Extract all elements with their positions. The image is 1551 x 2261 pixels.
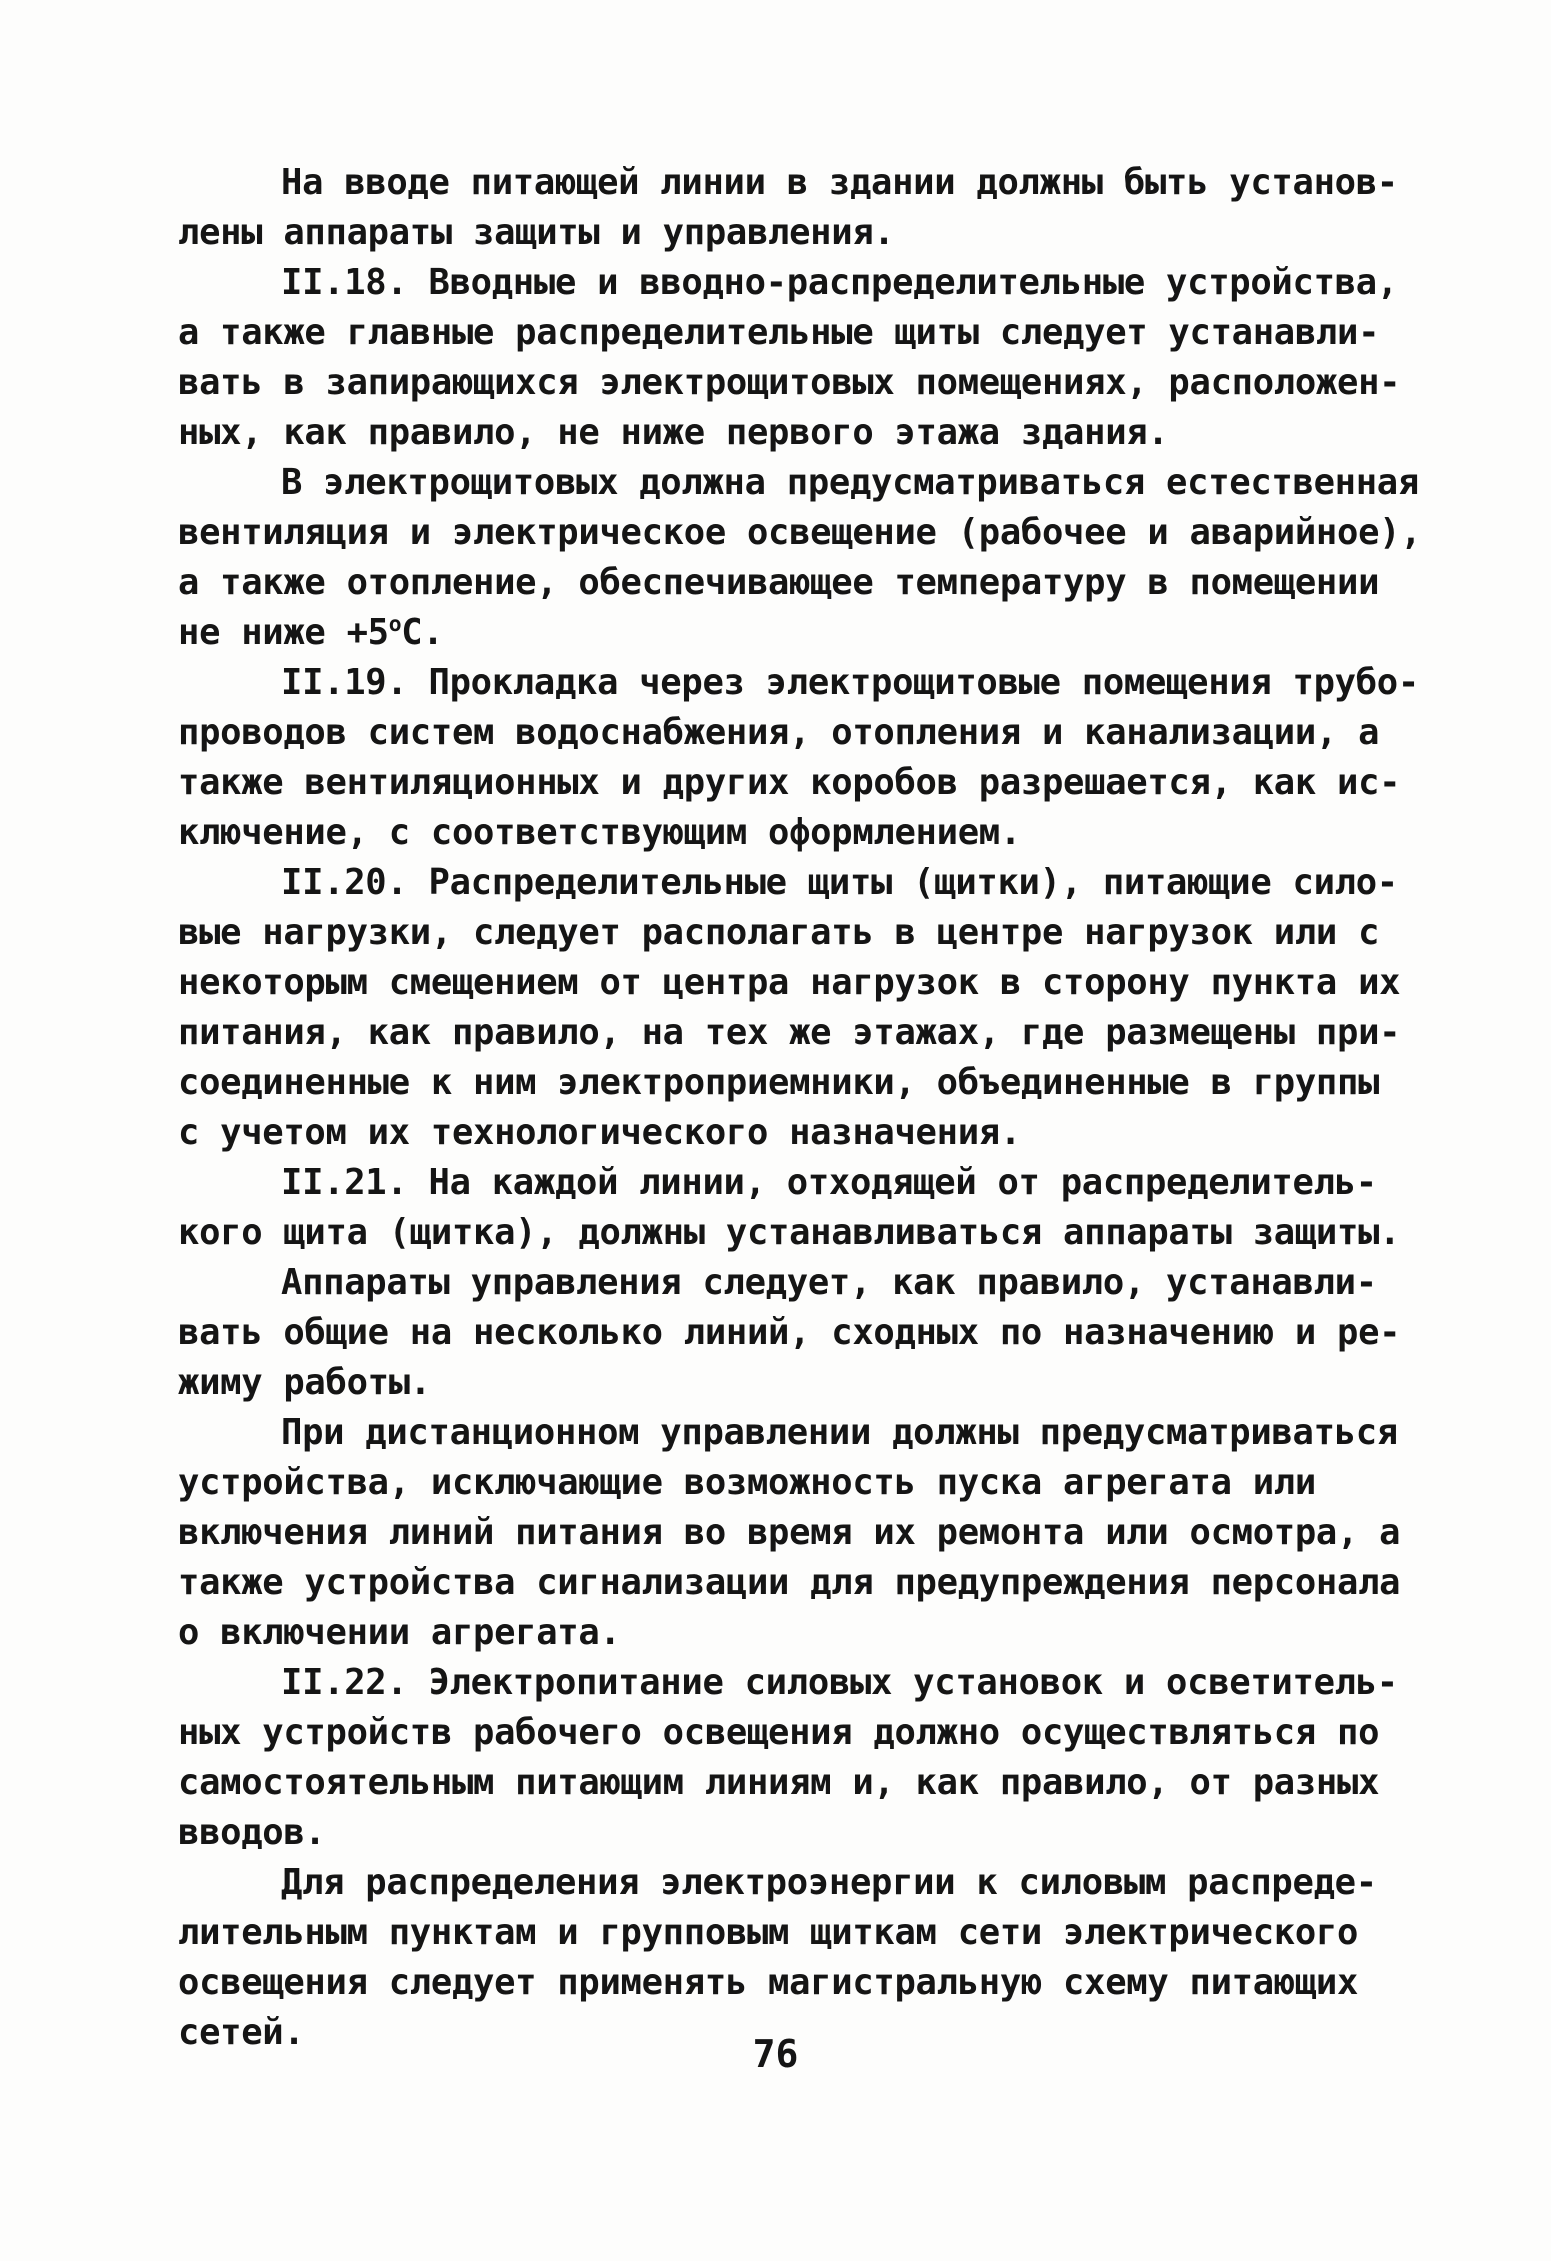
text-line-content: Для распределения электроэнергии к силовым распреде- bbox=[281, 1862, 1377, 1903]
text-line-content: сетей. bbox=[178, 2012, 305, 2053]
text-line bbox=[178, 1708, 1380, 1758]
text-line-content: ных устройств рабочего освещения должно осуществляться по bbox=[178, 1712, 1380, 1753]
text-line bbox=[178, 1258, 1377, 1308]
text-line-content: вводов. bbox=[178, 1812, 326, 1853]
text-line bbox=[178, 808, 1373, 858]
text-line bbox=[178, 708, 1380, 758]
text-line bbox=[178, 1308, 1401, 1358]
text-line bbox=[178, 1158, 1377, 1208]
text-line bbox=[178, 908, 1380, 958]
text-line-content: II.21. На каждой линии, отходящей от распределитель- bbox=[281, 1162, 1377, 1203]
text-line-content: самостоятельным питающим линиям и, как правило, от разных bbox=[178, 1762, 1380, 1803]
text-line bbox=[178, 658, 1419, 708]
text-line bbox=[178, 508, 1422, 558]
text-line bbox=[178, 608, 1373, 658]
text-line-content: II.19. Прокладка через электрощитовые помещения трубо- bbox=[281, 662, 1419, 703]
text-line-content: II.22. Электропитание силовых установок и осветитель- bbox=[281, 1662, 1398, 1703]
text-line bbox=[178, 1008, 1401, 1058]
text-line bbox=[178, 1908, 1373, 1958]
text-line-content: В электрощитовых должна предусматриваться естественная bbox=[281, 462, 1419, 503]
text-line-content: вать общие на несколько линий, сходных по назначению и ре- bbox=[178, 1312, 1401, 1353]
text-line-content: ных, как правило, не ниже первого этажа здания. bbox=[178, 412, 1169, 453]
text-line bbox=[178, 1458, 1373, 1508]
text-line bbox=[178, 1558, 1401, 1608]
text-line-content: При дистанционном управлении должны предусматриваться bbox=[281, 1412, 1398, 1453]
text-line-content: вентиляция и электрическое освещение (рабочее и аварийное), bbox=[178, 512, 1422, 553]
text-line-content: о включении агрегата. bbox=[178, 1612, 621, 1653]
text-line-content: кого щита (щитка), должны устанавливаться аппараты защиты. bbox=[178, 1212, 1401, 1253]
text-line bbox=[178, 1758, 1380, 1808]
text-line bbox=[178, 258, 1398, 308]
text-line-content: жиму работы. bbox=[178, 1362, 431, 1403]
text-line-content: На вводе питающей линии в здании должны быть установ- bbox=[281, 162, 1398, 203]
text-line-content: также устройства сигнализации для предупреждения персонала bbox=[178, 1562, 1401, 1603]
text-line bbox=[178, 1608, 1373, 1658]
text-line bbox=[178, 358, 1401, 408]
text-line-content: не ниже +5 bbox=[178, 612, 389, 653]
body-text bbox=[178, 158, 1422, 2058]
text-line-content: освещения следует применять магистральную схему питающих bbox=[178, 1962, 1359, 2003]
text-line bbox=[178, 858, 1398, 908]
text-line-content: ключение, с соответствующим оформлением. bbox=[178, 812, 1021, 853]
text-line-content: вать в запирающихся электрощитовых помещениях, расположен- bbox=[178, 362, 1401, 403]
text-line bbox=[178, 558, 1380, 608]
text-line-content: II.20. Распределительные щиты (щитки), питающие сило- bbox=[281, 862, 1398, 903]
text-line bbox=[178, 158, 1398, 208]
text-line-content: а также главные распределительные щиты следует устанавли- bbox=[178, 312, 1380, 353]
text-line-content: включения линий питания во время их ремонта или осмотра, а bbox=[178, 1512, 1401, 1553]
text-line-content: лены аппараты защиты и управления. bbox=[178, 212, 895, 253]
text-line-content: Аппараты управления следует, как правило, устанавли- bbox=[281, 1262, 1377, 1303]
text-line-content: проводов систем водоснабжения, отопления и канализации, а bbox=[178, 712, 1380, 753]
text-line bbox=[178, 1108, 1373, 1158]
text-line-content: с учетом их технологического назначения. bbox=[178, 1112, 1021, 1153]
text-line bbox=[178, 458, 1419, 508]
page-number: 76 bbox=[752, 2032, 799, 2076]
text-line bbox=[178, 1508, 1401, 1558]
text-line bbox=[178, 1208, 1401, 1258]
text-line bbox=[178, 958, 1401, 1008]
text-line bbox=[178, 1658, 1398, 1708]
text-line bbox=[178, 408, 1373, 458]
text-line-content: устройства, исключающие возможность пуска агрегата или bbox=[178, 1462, 1316, 1503]
text-line-content: некоторым смещением от центра нагрузок в сторону пункта их bbox=[178, 962, 1401, 1003]
text-line bbox=[178, 1358, 1373, 1408]
text-line-suffix: С. bbox=[401, 612, 444, 653]
text-line bbox=[178, 1808, 1373, 1858]
text-line-content: лительным пунктам и групповым щиткам сети электрического bbox=[178, 1912, 1359, 1953]
text-line bbox=[178, 758, 1401, 808]
text-line-content: питания, как правило, на тех же этажах, где размещены при- bbox=[178, 1012, 1401, 1053]
text-line bbox=[178, 1408, 1398, 1458]
text-line bbox=[178, 1958, 1373, 2008]
text-line-content: также вентиляционных и других коробов разрешается, как ис- bbox=[178, 762, 1401, 803]
text-line bbox=[178, 208, 1373, 258]
text-line bbox=[178, 1858, 1377, 1908]
text-line bbox=[178, 1058, 1380, 1108]
text-line-content: а также отопление, обеспечивающее температуру в помещении bbox=[178, 562, 1380, 603]
superscript: о bbox=[388, 612, 402, 638]
text-line-content: II.18. Вводные и вводно-распределительные устройства, bbox=[281, 262, 1398, 303]
text-line-content: вые нагрузки, следует располагать в центре нагрузок или с bbox=[178, 912, 1380, 953]
text-line bbox=[178, 308, 1380, 358]
text-line-content: соединенные к ним электроприемники, объединенные в группы bbox=[178, 1062, 1380, 1103]
